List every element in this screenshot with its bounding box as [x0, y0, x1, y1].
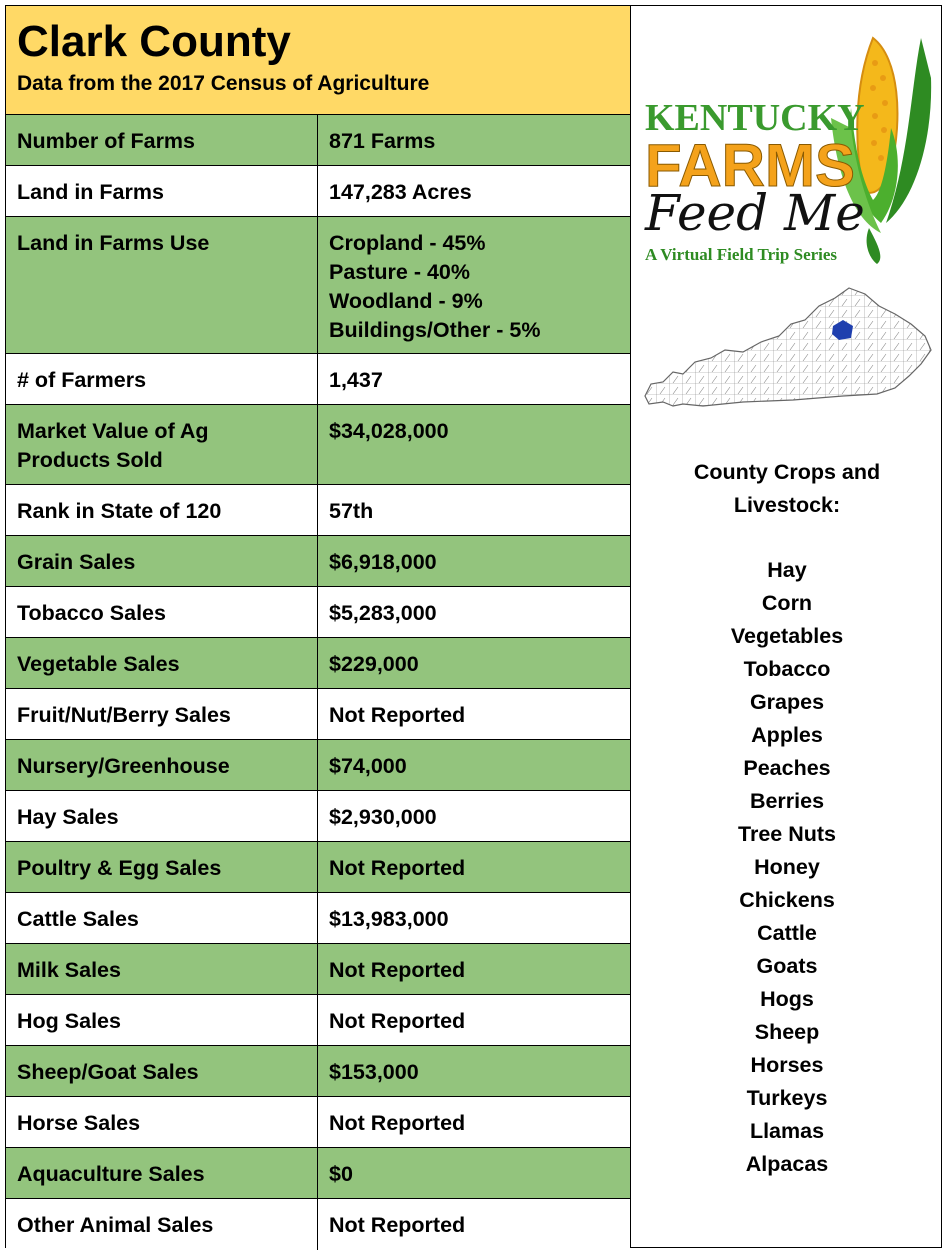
row-value: [318, 689, 630, 739]
row-value-line: Pasture - 40%: [329, 260, 471, 284]
crop-item: Llamas: [749, 1119, 825, 1143]
table-row: [6, 166, 630, 217]
logo-tagline: A Virtual Field Trip Series: [645, 245, 838, 264]
row-value-line: $229,000: [329, 652, 419, 676]
table-row: [6, 1046, 630, 1097]
row-value: [318, 166, 630, 216]
row-label: Hog Sales: [6, 995, 318, 1045]
row-value-line: $34,028,000: [329, 419, 449, 443]
row-value-line: Buildings/Other - 5%: [329, 318, 541, 342]
table-row: [6, 1148, 630, 1199]
crop-item: Turkeys: [746, 1086, 828, 1110]
row-label: Land in Farms Use: [6, 217, 318, 353]
row-label: Cattle Sales: [6, 893, 318, 943]
row-label: Fruit/Nut/Berry Sales: [6, 689, 318, 739]
kentucky-farms-feed-me-logo: [641, 18, 933, 268]
row-label: Milk Sales: [6, 944, 318, 994]
table-row: [6, 485, 630, 536]
row-label: Poultry & Egg Sales: [6, 842, 318, 892]
table-row: [6, 587, 630, 638]
crop-item: Hay: [767, 558, 807, 582]
row-value-line: $2,930,000: [329, 805, 437, 829]
table-row: [6, 536, 630, 587]
crop-item: Alpacas: [745, 1152, 829, 1176]
row-label: Rank in State of 120: [6, 485, 318, 535]
crop-item: Grapes: [749, 690, 825, 714]
row-value: [318, 405, 630, 484]
row-value-line: 1,437: [329, 368, 383, 392]
table-row: [6, 689, 630, 740]
row-value: [318, 115, 630, 165]
row-value: [318, 842, 630, 892]
row-value: [318, 791, 630, 841]
row-value: [318, 1046, 630, 1096]
row-value-line: 147,283 Acres: [329, 180, 472, 204]
row-label: Grain Sales: [6, 536, 318, 586]
table-row: [6, 354, 630, 405]
table-row: [6, 893, 630, 944]
row-label: Nursery/Greenhouse: [6, 740, 318, 790]
row-value-line: Woodland - 9%: [329, 289, 483, 313]
crop-item: Chickens: [739, 888, 835, 912]
county-fact-sheet: [5, 5, 942, 1248]
row-value-line: Not Reported: [329, 958, 466, 982]
table-row: [6, 1097, 630, 1148]
crops-heading: County Crops and Livestock:: [693, 460, 881, 517]
table-row: [6, 405, 630, 485]
row-value-line: $74,000: [329, 754, 407, 778]
row-value: [318, 740, 630, 790]
facts-table: [6, 6, 631, 1247]
table-row: [6, 842, 630, 893]
row-value-line: Not Reported: [329, 856, 466, 880]
table-row: [6, 638, 630, 689]
table-row: [6, 115, 630, 166]
table-row: [6, 740, 630, 791]
row-value: [318, 485, 630, 535]
row-value: [318, 1148, 630, 1198]
table-row: [6, 217, 630, 354]
row-value: [318, 1097, 630, 1147]
crop-item: Honey: [754, 855, 820, 879]
row-label: Other Animal Sales: [6, 1199, 318, 1250]
county-title: Clark County: [17, 17, 291, 66]
crop-item: Peaches: [743, 756, 831, 780]
row-value: [318, 536, 630, 586]
row-value: [318, 638, 630, 688]
table-row: [6, 995, 630, 1046]
row-value-line: $153,000: [329, 1060, 419, 1084]
row-value-line: 871 Farms: [329, 129, 436, 153]
row-value-line: Cropland - 45%: [329, 231, 486, 255]
row-value: [318, 893, 630, 943]
row-label: Land in Farms: [6, 166, 318, 216]
crop-item: Berries: [749, 789, 825, 813]
crop-item: Goats: [756, 954, 818, 978]
row-value: [318, 1199, 630, 1250]
row-value-line: $5,283,000: [329, 601, 437, 625]
row-value-line: Not Reported: [329, 1213, 466, 1237]
row-label: Hay Sales: [6, 791, 318, 841]
row-value: [318, 995, 630, 1045]
row-value: [318, 944, 630, 994]
table-rows: [6, 115, 630, 1250]
crop-item: Tree Nuts: [738, 822, 836, 846]
row-label: Vegetable Sales: [6, 638, 318, 688]
crop-item: Apples: [751, 723, 823, 747]
crop-item: Vegetables: [730, 624, 844, 648]
row-value-line: $0: [329, 1162, 353, 1186]
row-label: Horse Sales: [6, 1097, 318, 1147]
row-value-line: $6,918,000: [329, 550, 437, 574]
census-subtitle: Data from the 2017 Census of Agriculture: [17, 72, 430, 95]
crop-item: Sheep: [754, 1020, 820, 1044]
row-label: Market Value of Ag Products Sold: [6, 405, 318, 484]
row-label: # of Farmers: [6, 354, 318, 404]
row-value-line: Not Reported: [329, 703, 466, 727]
crops-list: [631, 554, 943, 1181]
sidebar: [631, 6, 943, 1247]
table-row: [6, 1199, 630, 1250]
row-value: [318, 587, 630, 637]
table-header: [6, 6, 630, 115]
row-label: Aquaculture Sales: [6, 1148, 318, 1198]
row-value-line: 57th: [329, 499, 374, 523]
logo-word-feed-me: Feed Me: [645, 184, 865, 242]
row-value-line: $13,983,000: [329, 907, 449, 931]
crop-item: Tobacco: [743, 657, 831, 681]
logo-word-kentucky: KENTUCKY: [645, 97, 865, 139]
row-label: Tobacco Sales: [6, 587, 318, 637]
crop-item: Corn: [761, 591, 813, 615]
logo-word-farms: FARMS: [645, 132, 855, 199]
row-value: [318, 217, 630, 353]
kentucky-county-map: [643, 284, 933, 408]
table-row: [6, 944, 630, 995]
row-label: Sheep/Goat Sales: [6, 1046, 318, 1096]
crop-item: Hogs: [760, 987, 814, 1011]
crop-item: Horses: [750, 1053, 824, 1077]
row-value-line: Not Reported: [329, 1111, 466, 1135]
row-value: [318, 354, 630, 404]
row-label: Number of Farms: [6, 115, 318, 165]
row-value-line: Not Reported: [329, 1009, 466, 1033]
crop-item: Cattle: [757, 921, 817, 945]
table-row: [6, 791, 630, 842]
